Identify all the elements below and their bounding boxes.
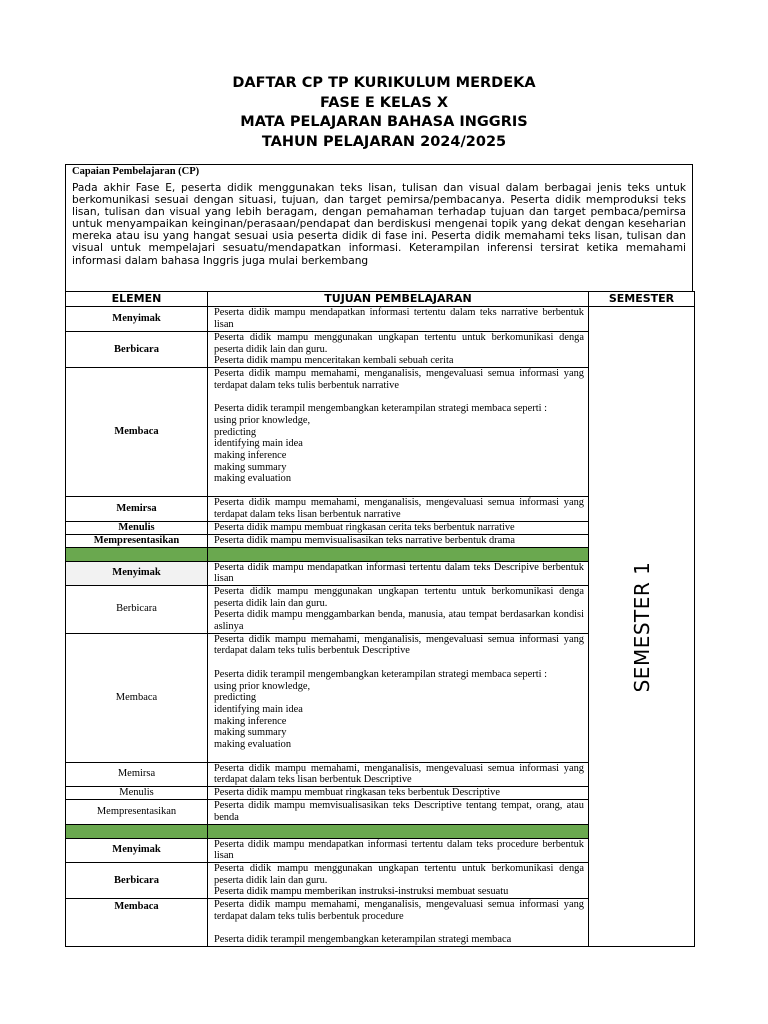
tujuan-cell: Peserta didik mampu memahami, menganalisis, mengevaluasi semua informasi yang terdapat dalam teks tulis berbentuk narrative Peserta didik terampil mengembangkan keterampilan strategi membaca seperti : using prior knowledge, predicting identifying main idea making inference making summary making evaluation [208,368,589,497]
elemen-cell: Berbicara [66,862,208,898]
header-semester: SEMESTER [589,292,695,307]
elemen-cell: Menyimak [66,561,208,585]
title-line-1: DAFTAR CP TP KURIKULUM MERDEKA [232,75,536,91]
elemen-cell: Menyimak [66,838,208,862]
tujuan-cell: Peserta didik mampu membuat ringkasan teks berbentuk Descriptive [208,787,589,800]
tujuan-cell: Peserta didik mampu memahami, menganalisis, mengevaluasi semua informasi yang terdapat dalam teks lisan berbentuk Descriptive [208,762,589,786]
tujuan-cell: Peserta didik mampu mendapatkan informasi tertentu dalam teks narrative berbentuk lisan [208,307,589,332]
tujuan-cell: Peserta didik mampu mendapatkan informasi tertentu dalam teks Descripive berbentuk lisan [208,561,589,585]
tujuan-cell: Peserta didik mampu menggunakan ungkapan tertentu untuk berkomunikasi denga peserta didik lain dan guru. Peserta didik mampu menceritakan kembali sebuah cerita [208,332,589,368]
tujuan-cell: Peserta didik mampu memvisualisasikan teks narrative berbentuk drama [208,534,589,547]
title-line-4: TAHUN PELAJARAN 2024/2025 [261,133,507,150]
capaian-pembelajaran-box [65,164,693,292]
elemen-cell: Mempresentasikan [66,534,208,547]
header-elemen: ELEMEN [66,292,208,307]
divider-cell [208,547,589,561]
tujuan-pembelajaran-table [65,291,695,947]
divider-cell [208,824,589,838]
elemen-cell: Mempresentasikan [66,800,208,824]
elemen-cell: Berbicara [66,332,208,368]
elemen-cell: Menulis [66,787,208,800]
tujuan-cell: Peserta didik mampu memahami, menganalisis, mengevaluasi semua informasi yang terdapat dalam teks tulis berbentuk procedure Peserta didik terampil mengembangkan keterampilan strategi membaca [208,899,589,947]
header-tujuan: TUJUAN PEMBELAJARAN [208,292,589,307]
elemen-cell: Memirsa [66,762,208,786]
semester-label: SEMESTER 1 [629,561,654,693]
semester-cell [589,307,695,947]
elemen-cell: Memirsa [66,497,208,521]
elemen-cell: Membaca [66,899,208,947]
elemen-cell: Membaca [66,633,208,762]
tujuan-cell: Peserta didik mampu memvisualisasikan teks Descriptive tentang tempat, orang, atau benda [208,800,589,824]
title-line-2: FASE E KELAS X [319,94,449,111]
document-title-block [0,74,768,152]
divider-cell [66,547,208,561]
elemen-cell: Membaca [66,368,208,497]
cp-text: Pada akhir Fase E, peserta didik menggunakan teks lisan, tulisan dan visual dalam berbagai jenis teks untuk berkomunikasi sesuai dengan situasi, tujuan, dan target pemirsa/pembacanya. Peserta didik memproduksi teks lisan, tulisan dan visual yang lebih beragam, dengan pemahaman terhadap tujuan dan target pembaca/pemirsa untuk menyampaikan keinginan/perasaan/pendapat dan berdiskusi mengenai topik yang dekat dengan keseharian mereka atau isu yang hangat sesuai usia peserta didik di fase ini. Peserta didik memahami teks lisan, tulisan dan visual untuk mempelajari sesuatu/mendapatkan informasi. Keterampilan inferensi tersirat ketika memahami informasi dalam bahasa Inggris juga mulai berkembang [72,182,686,267]
divider-cell [66,824,208,838]
cp-label: Capaian Pembelajaran (CP) [72,166,200,177]
table-header-row [66,292,695,307]
elemen-cell: Menyimak [66,307,208,332]
tujuan-cell: Peserta didik mampu memahami, menganalisis, mengevaluasi semua informasi yang terdapat dalam teks tulis berbentuk Descriptive Peserta didik terampil mengembangkan keterampilan strategi membaca seperti : using prior knowledge, predicting identifying main idea making inference making summary making evaluation [208,633,589,762]
table-row [66,307,695,332]
elemen-cell: Menulis [66,521,208,534]
title-line-3: MATA PELAJARAN BAHASA INGGRIS [240,114,528,130]
tujuan-cell: Peserta didik mampu menggunakan ungkapan tertentu untuk berkomunikasi denga peserta didik lain dan guru. Peserta didik mampu menggambarkan benda, manusia, atau tempat berdasarkan kondisi aslinya [208,585,589,633]
tujuan-cell: Peserta didik mampu memahami, menganalisis, mengevaluasi semua informasi yang terdapat dalam teks lisan berbentuk narrative [208,497,589,521]
elemen-cell: Berbicara [66,585,208,633]
tujuan-cell: Peserta didik mampu membuat ringkasan cerita teks berbentuk narrative [208,521,589,534]
tujuan-cell: Peserta didik mampu mendapatkan informasi tertentu dalam teks procedure berbentuk lisan [208,838,589,862]
tujuan-cell: Peserta didik mampu menggunakan ungkapan tertentu untuk berkomunikasi denga peserta didik lain dan guru. Peserta didik mampu memberikan instruksi-instruksi membuat sesuatu [208,862,589,898]
